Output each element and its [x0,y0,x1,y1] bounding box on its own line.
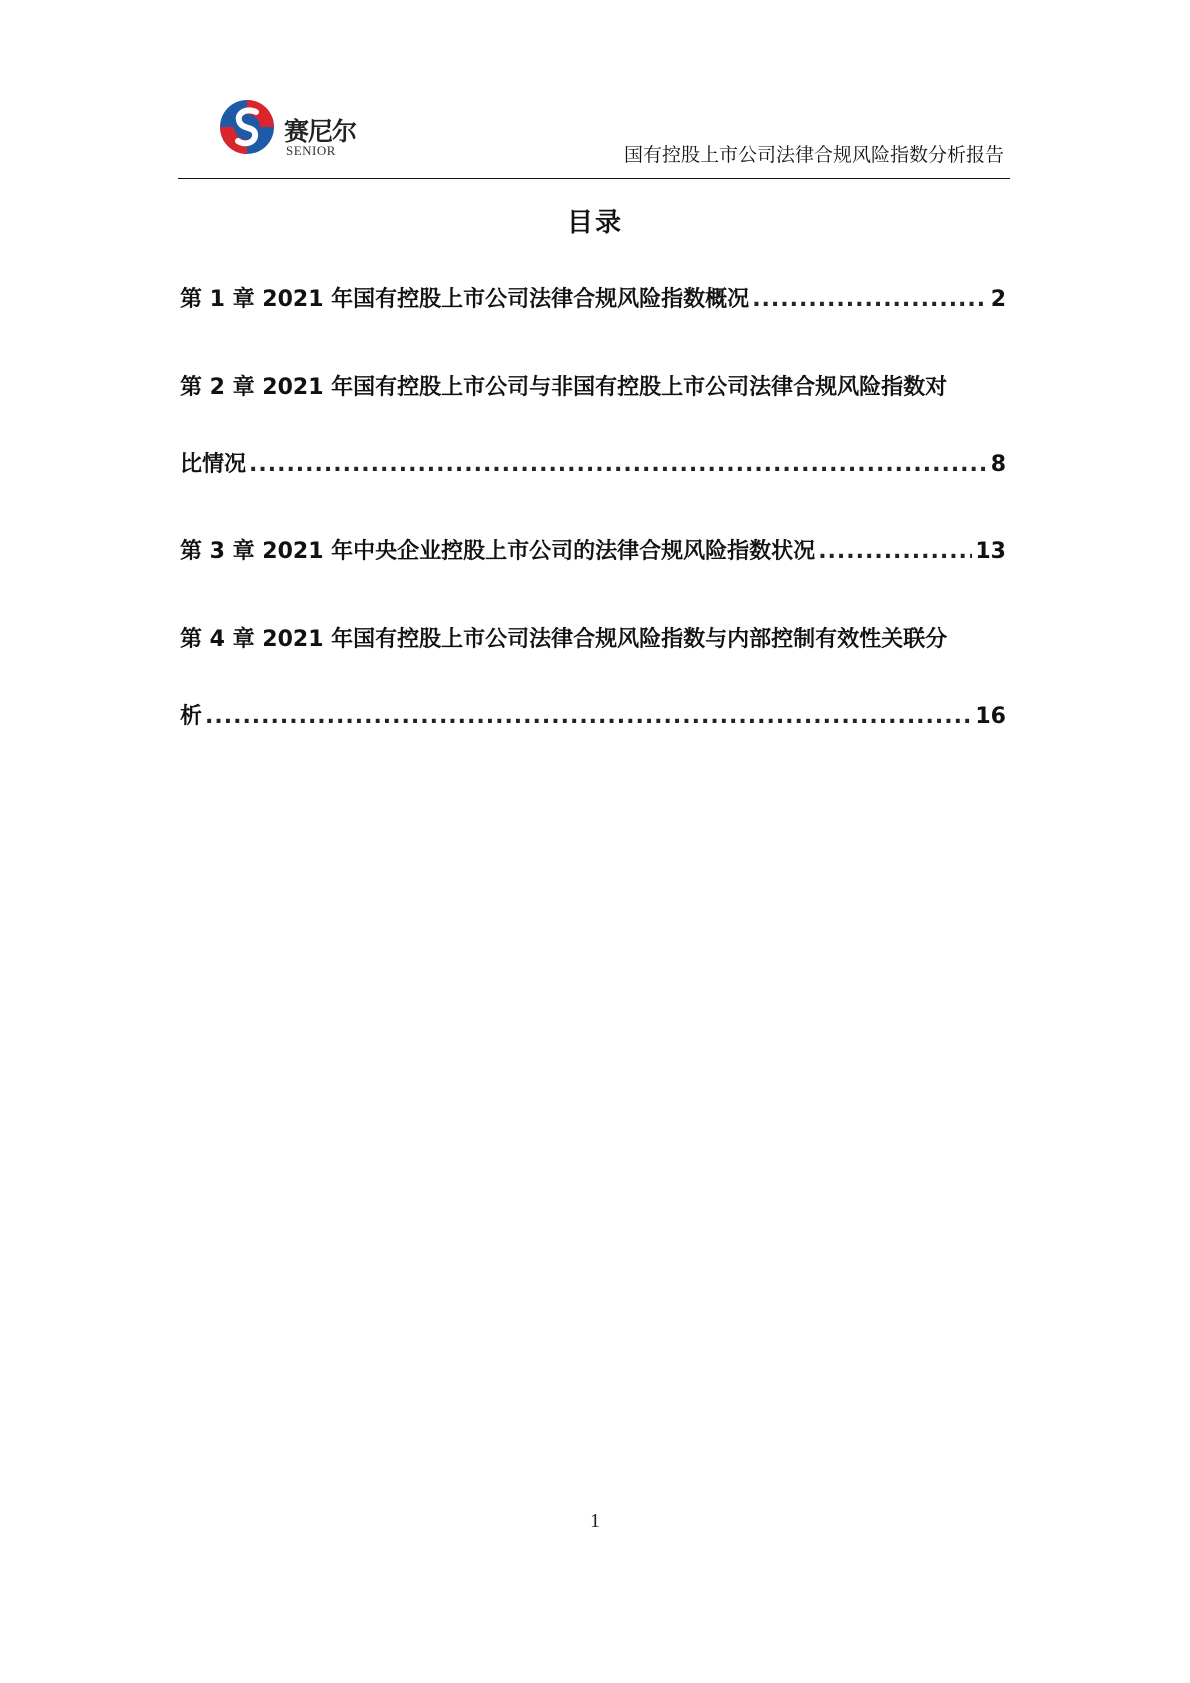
toc-entry-chapter-4-line2[interactable] [180,699,1006,735]
logo-chinese-name: 赛尼尔 [284,117,357,146]
toc-entry-chapter-1[interactable] [180,282,1006,318]
toc-entry-page: 16 [975,704,1006,729]
senior-logo [218,98,368,158]
dot-leader [205,699,972,735]
page-number: 1 [590,1510,600,1532]
toc-title: 目录 [566,208,623,238]
toc-entry-text: 析 [180,704,203,729]
running-header-title: 国有控股上市公司法律合规风险指数分析报告 [623,144,1004,166]
toc-entry-text: 比情况 [180,452,247,477]
toc-entry-text: 第 3 章 2021 年中央企业控股上市公司的法律合规风险指数状况 [180,539,816,564]
header-divider [178,178,1010,179]
toc-entry-page: 8 [990,452,1006,477]
toc-entry-text: 第 4 章 2021 年国有控股上市公司法律合规风险指数与内部控制有效性关联分 [180,627,948,652]
toc-entry-page: 13 [975,539,1006,564]
dot-leader [752,282,988,318]
toc-entry-page: 2 [990,287,1006,312]
dot-leader [818,534,972,570]
toc-entry-chapter-2-line1[interactable] [180,370,1006,406]
toc-entry-chapter-4-line1[interactable] [180,622,1006,658]
dot-leader [249,447,988,483]
toc-entry-chapter-2-line2[interactable] [180,447,1006,483]
toc-entry-text: 第 2 章 2021 年国有控股上市公司与非国有控股上市公司法律合规风险指数对 [180,375,948,400]
logo-english-name: SENIOR [286,143,336,158]
toc-entry-text: 第 1 章 2021 年国有控股上市公司法律合规风险指数概况 [180,287,750,312]
toc-entry-chapter-3[interactable] [180,534,1006,570]
senior-s-logo-icon [218,98,276,156]
